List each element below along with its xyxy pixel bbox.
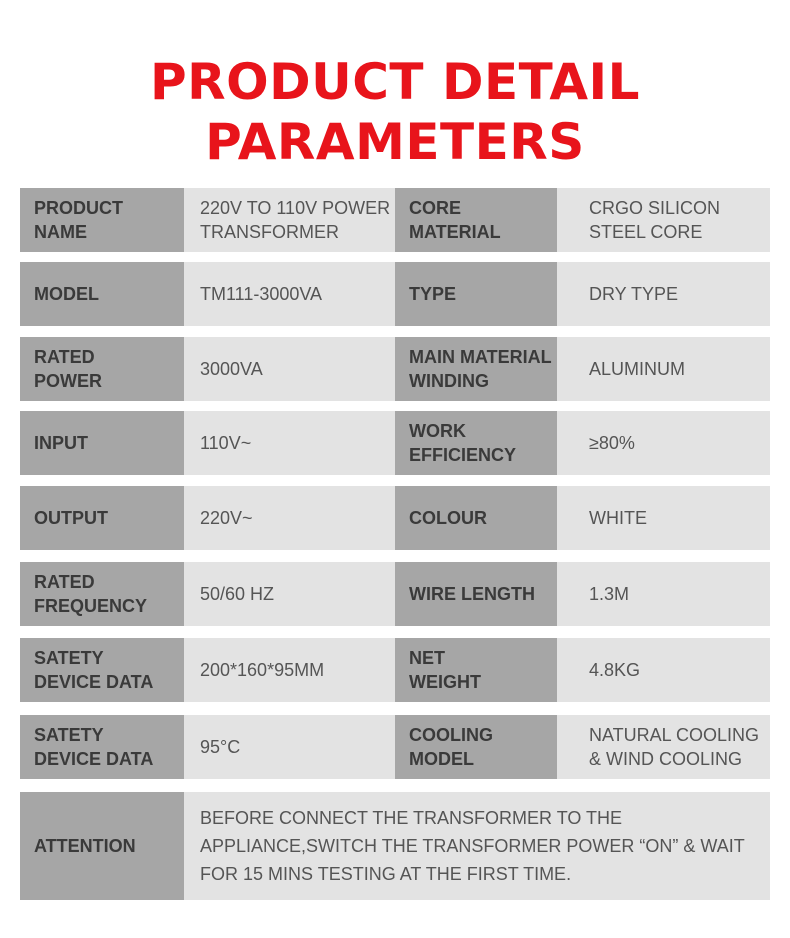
param-label: RATED POWER [20, 337, 184, 401]
attention-label: ATTENTION [20, 792, 184, 900]
param-label: MODEL [20, 262, 184, 326]
param-row-product-name [20, 188, 770, 252]
param-label: COLOUR [395, 486, 557, 550]
param-label: PRODUCT NAME [20, 188, 184, 252]
param-value: DRY TYPE [589, 284, 679, 304]
param-label: SATETY DEVICE DATA [20, 715, 184, 779]
param-row-safety-device-data [20, 638, 770, 702]
param-value: 110V~ [200, 433, 252, 453]
param-value: 220V~ [200, 508, 253, 528]
param-value: 95°C [200, 737, 241, 757]
param-label: WIRE LENGTH [395, 562, 557, 626]
param-value: WHITE [589, 508, 647, 528]
param-row-output [20, 486, 770, 550]
param-label: COOLING MODEL [395, 715, 557, 779]
param-value: ALUMINUM [589, 359, 686, 379]
param-value: 3000VA [200, 359, 263, 379]
param-label: SATETY DEVICE DATA [20, 638, 184, 702]
param-label: OUTPUT [20, 486, 184, 550]
param-row-rated-frequency [20, 562, 770, 626]
param-value: ≥80% [589, 433, 635, 453]
param-row-model [20, 262, 770, 326]
param-value: 4.8KG [589, 660, 641, 680]
param-label: TYPE [395, 262, 557, 326]
param-label: WORK EFFICIENCY [395, 411, 557, 475]
param-value: 1.3M [589, 584, 630, 604]
param-row-safety-device-data-2 [20, 715, 770, 779]
param-label: MAIN MATERIAL WINDING [395, 337, 557, 401]
param-value: TM111-3000VA [200, 284, 323, 304]
title-line-2: PARAMETERS [205, 113, 585, 171]
param-value: 50/60 HZ [200, 584, 275, 604]
param-row-rated-power [20, 337, 770, 401]
param-value: CRGO SILICON STEEL CORE [589, 198, 721, 242]
page-title [0, 52, 790, 172]
param-value: 220V TO 110V POWER TRANSFORMER [200, 198, 391, 242]
attention-text: BEFORE CONNECT THE TRANSFORMER TO THE APPLIANCE,SWITCH THE TRANSFORMER POWER “ON” & WAIT FOR 15 MINS TESTING AT THE FIRST TIME. [200, 808, 745, 884]
param-label: INPUT [20, 411, 184, 475]
title-line-1: PRODUCT DETAIL [149, 53, 640, 111]
param-value: NATURAL COOLING & WIND COOLING [589, 725, 760, 769]
param-label: NET WEIGHT [395, 638, 557, 702]
param-value: 200*160*95MM [200, 660, 325, 680]
param-label: CORE MATERIAL [395, 188, 557, 252]
param-label: RATED FREQUENCY [20, 562, 184, 626]
param-row-input [20, 411, 770, 475]
attention-row [20, 792, 770, 900]
